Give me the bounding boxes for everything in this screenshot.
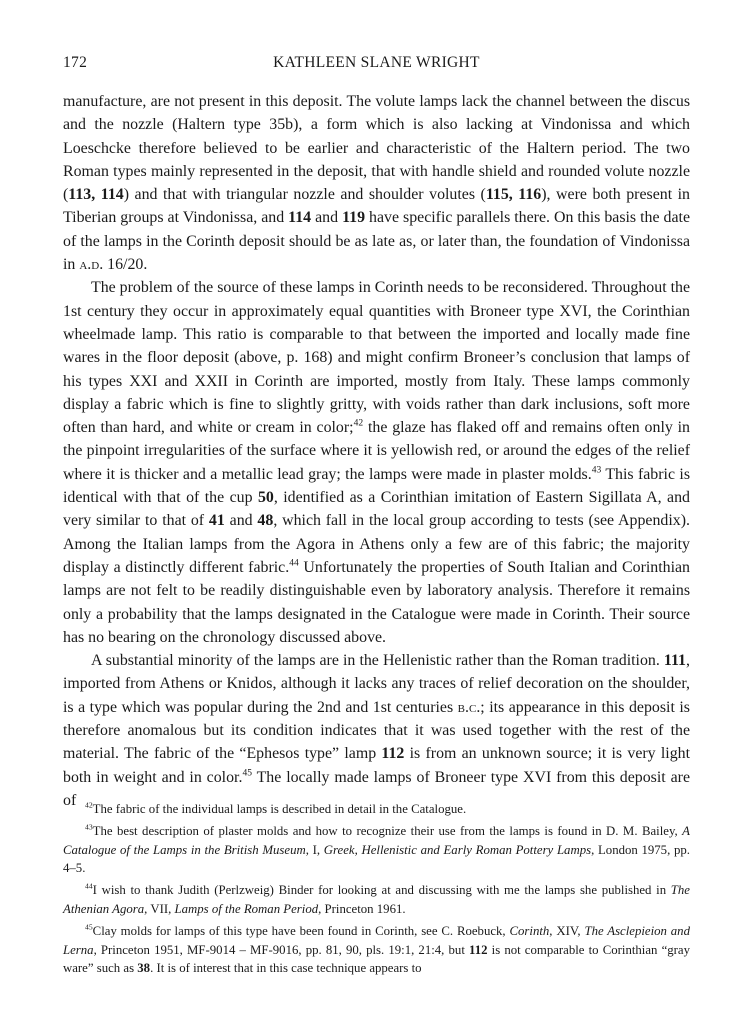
footnote-ref[interactable]: 42 bbox=[353, 417, 364, 429]
paragraph-1: manufacture, are not present in this deposit. The volute lamps lack the channel between the discus and the nozzle (Haltern type 35b), a form which is also lacking at Vindonissa and which Loeschcke therefore believed to be earlier and characteristic of the Haltern period. The two Roman types mainly represented in the deposit, that with handle shield and rounded volute nozzle (113, 114) and that with triangular nozzle and shoulder volutes (115, 116), were both present in Tiberian groups at Vindonissa, and 114 and 119 have specific parallels there. On this basis the date of the lamps in the Corinth deposit should be as late as, or later than, the foundation of Vindonissa in a.d. 16/20. bbox=[63, 93, 690, 274]
book-title: Greek, Hellenistic and Early Roman Pottery Lamps bbox=[323, 842, 592, 857]
catalogue-ref: 50 bbox=[257, 489, 274, 507]
page-number: 172 bbox=[63, 54, 88, 71]
era-abbrev: b.c. bbox=[457, 698, 481, 716]
running-head: KATHLEEN SLANE WRIGHT bbox=[273, 54, 480, 71]
catalogue-ref: 112 bbox=[469, 942, 488, 957]
footnotes bbox=[63, 800, 690, 981]
catalogue-ref: 113, 114 bbox=[68, 186, 124, 204]
book-title: A Catalogue of the Lamps in the British Museum bbox=[63, 823, 690, 857]
book-title: Corinth bbox=[509, 923, 550, 938]
catalogue-ref: 38 bbox=[137, 961, 151, 976]
catalogue-ref: 112 bbox=[381, 745, 405, 763]
catalogue-ref: 48 bbox=[257, 512, 274, 530]
footnote-ref[interactable]: 43 bbox=[591, 464, 602, 476]
footnote-ref[interactable]: 44 bbox=[289, 557, 299, 569]
catalogue-ref: 41 bbox=[208, 512, 225, 530]
footnote-45: $^{45}$Clay molds for lamps of this type have been found in Corinth, see C. Roebuck, Corinth, XIV, The Asclepieion and Lerna, Princeton 1951, MF-9014 – MF-9016, pp. 81, 90, pls. 19:1, 21:4, but 112 is not comparable to Corinthian “gray ware” such as 38. It is of interest that in this case technique appears to bbox=[63, 922, 690, 976]
paragraph-3: A substantial minority of the lamps are in the Hellenistic rather than the Roman tradition. 111, imported from Athens or Knidos, although it lacks any traces of relief decoration on the shoulder, is a type which was popular during the 2nd and 1st centuries b.c.; its appearance in this deposit is therefore anomalous but its condition indicates that it was used together with the rest of the material. The fabric of the “Ephesos type” lamp 112 is from an unknown source; it is very light both in weight and in color.$^{45}$ The locally made lamps of Broneer type XVI from this deposit are of bbox=[63, 652, 690, 809]
footnote-43: $^{43}$The best description of plaster molds and how to recognize their use from the lamps is found in D. M. Bailey, A Catalogue of the Lamps in the British Museum, I, Greek, Hellenistic and Early Roman Pottery Lamps, London 1975, pp. 4–5. bbox=[63, 822, 690, 876]
footnote-ref[interactable]: 45 bbox=[242, 767, 252, 779]
catalogue-ref: 111 bbox=[663, 652, 687, 670]
footnote-44: $^{44}$I wish to thank Judith (Perlzweig) Binder for looking at and discussing with me the lamps she published in The Athenian Agora, VII, Lamps of the Roman Period, Princeton 1961. bbox=[63, 881, 690, 916]
footnote-42: $^{42}$The fabric of the individual lamps is described in detail in the Catalogue. bbox=[85, 800, 467, 816]
catalogue-ref: 115, 116 bbox=[485, 186, 542, 204]
era-abbrev: a.d. bbox=[79, 256, 104, 274]
book-title: The Asclepieion and Lerna bbox=[63, 923, 690, 957]
page-header bbox=[63, 54, 690, 76]
main-text bbox=[63, 90, 690, 812]
catalogue-ref: 119 bbox=[342, 209, 366, 227]
paragraph-2: The problem of the source of these lamps in Corinth needs to be reconsidered. Throughout the 1st century they occur in approximately equal quantities with Broneer type XVI, the Corinthian wheelmade lamp. This ratio is comparable to that between the imported and locally made fine wares in the floor deposit (above, p. 168) and might confirm Broneer’s conclusion that lamps of his types XXI and XXII in Corinth are imported, mostly from Italy. These lamps commonly display a fabric which is fine to slightly gritty, with voids rather than dark inclusions, soft more often than hard, and white or cream in color;$^{42}$ the glaze has flaked off and remains often only in the pinpoint irregularities of the surface where it is yellowish red, or around the edges of the relief where it is thicker and a metallic lead gray; the lamps were made in plaster molds.$^{43}$ This fabric is identical with that of the cup 50, identified as a Corinthian imitation of Eastern Sigillata A, and very similar to that of 41 and 48, which fall in the local group according to tests (see Appendix). Among the Italian lamps from the Agora in Athens only a few are of this fabric; the majority display a distinctly different fabric.$^{44}$ Unfortunately the properties of South Italian and Corinthian lamps are not felt to be readily distinguishable even by laboratory analysis. Therefore it remains only a probability that the lamps designated in the Catalogue were made in Corinth. Their source has no bearing on the chronology discussed above. bbox=[63, 279, 690, 646]
catalogue-ref: 114 bbox=[288, 209, 312, 227]
book-title: Lamps of the Roman Period bbox=[174, 901, 319, 916]
book-title: The Athenian Agora bbox=[63, 883, 690, 916]
